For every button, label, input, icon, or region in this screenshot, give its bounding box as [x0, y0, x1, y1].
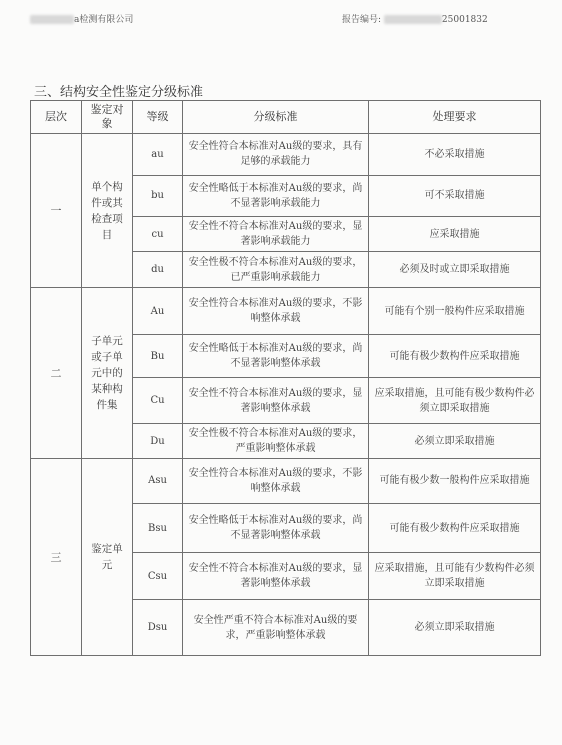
redacted-company-prefix: [30, 15, 74, 24]
grade-cell: Au: [133, 288, 183, 335]
table-row: [31, 288, 541, 335]
grade-cell: Cu: [133, 378, 183, 424]
standard-cell: 安全性符合本标准对Au级的要求，不影响整体承载: [183, 459, 369, 504]
object-text: 鉴定单元: [91, 543, 123, 572]
grade-cell: Bu: [133, 334, 183, 377]
grade-cell: Du: [133, 424, 183, 459]
requirement-cell: 应采取措施: [369, 216, 541, 251]
level-cell: 二: [31, 288, 82, 459]
object-text: 子单元或子单元中的某种构件集: [91, 335, 123, 412]
object-text: 单个构件或其检查项目: [91, 180, 123, 241]
grade-cell: Dsu: [133, 600, 183, 656]
report-number: [342, 12, 488, 25]
grading-table: [30, 100, 541, 656]
redacted-report-prefix: [384, 15, 442, 24]
standard-cell: 安全性不符合本标准对Au级的要求，显著影响承载能力: [183, 216, 369, 251]
report-number-label: 报告编号:: [342, 15, 382, 25]
requirement-cell: 必须立即采取措施: [369, 424, 541, 459]
standard-cell: 安全性不符合本标准对Au级的要求，显著影响整体承载: [183, 553, 369, 600]
grade-cell: du: [133, 252, 183, 288]
standard-cell: 安全性略低于本标准对Au级的要求，尚不显著影响承载能力: [183, 175, 369, 216]
table-row: [31, 134, 541, 175]
object-cell: [82, 288, 133, 459]
requirement-cell: 应采取措施，且可能有少数构件必须立即采取措施: [369, 553, 541, 600]
header-grade: 等级: [133, 101, 183, 134]
table-header-row: [31, 101, 541, 134]
requirement-cell: 应采取措施，且可能有极少数构件必须立即采取措施: [369, 378, 541, 424]
grade-cell: Bsu: [133, 503, 183, 553]
standard-cell: 安全性极不符合本标准对Au级的要求，严重影响整体承载: [183, 424, 369, 459]
standard-cell: 安全性略低于本标准对Au级的要求，尚不显著影响整体承载: [183, 503, 369, 553]
header-standard: 分级标准: [183, 101, 369, 134]
standard-cell: 安全性严重不符合本标准对Au级的要求，严重影响整体承载: [183, 600, 369, 656]
requirement-cell: 可能有极少数一般构件应采取措施: [369, 459, 541, 504]
requirement-cell: 可不采取措施: [369, 175, 541, 216]
standard-cell: 安全性符合本标准对Au级的要求，不影响整体承载: [183, 288, 369, 335]
standard-cell: 安全性不符合本标准对Au级的要求，显著影响整体承载: [183, 378, 369, 424]
requirement-cell: 可能有个别一般构件应采取措施: [369, 288, 541, 335]
grade-cell: bu: [133, 175, 183, 216]
company-name-suffix: a检测有限公司: [74, 15, 134, 25]
company-name: [30, 12, 133, 25]
standard-cell: 安全性符合本标准对Au级的要求，具有足够的承载能力: [183, 134, 369, 175]
requirement-cell: 必须立即采取措施: [369, 600, 541, 656]
grade-cell: Asu: [133, 459, 183, 504]
grading-table-container: [30, 100, 540, 656]
report-number-suffix: 25001832: [441, 15, 488, 25]
requirement-cell: 不必采取措施: [369, 134, 541, 175]
object-cell: [82, 134, 133, 288]
header-requirement: 处理要求: [369, 101, 541, 134]
level-cell: 一: [31, 134, 82, 288]
section-title: 三、结构安全性鉴定分级标准: [34, 85, 204, 100]
header-object: [82, 101, 133, 134]
header-object-text: 鉴定对象: [90, 103, 124, 131]
grade-cell: au: [133, 134, 183, 175]
requirement-cell: 必须及时或立即采取措施: [369, 252, 541, 288]
requirement-cell: 可能有极少数构件应采取措施: [369, 503, 541, 553]
page-header: [30, 10, 532, 26]
object-cell: [82, 459, 133, 656]
table-row: [31, 459, 541, 504]
grade-cell: Csu: [133, 553, 183, 600]
grade-cell: cu: [133, 216, 183, 251]
standard-cell: 安全性略低于本标准对Au级的要求，尚不显著影响整体承载: [183, 334, 369, 377]
header-level: 层次: [31, 101, 82, 134]
standard-cell: 安全性极不符合本标准对Au级的要求，已严重影响承载能力: [183, 252, 369, 288]
level-cell: 三: [31, 459, 82, 656]
requirement-cell: 可能有极少数构件应采取措施: [369, 334, 541, 377]
